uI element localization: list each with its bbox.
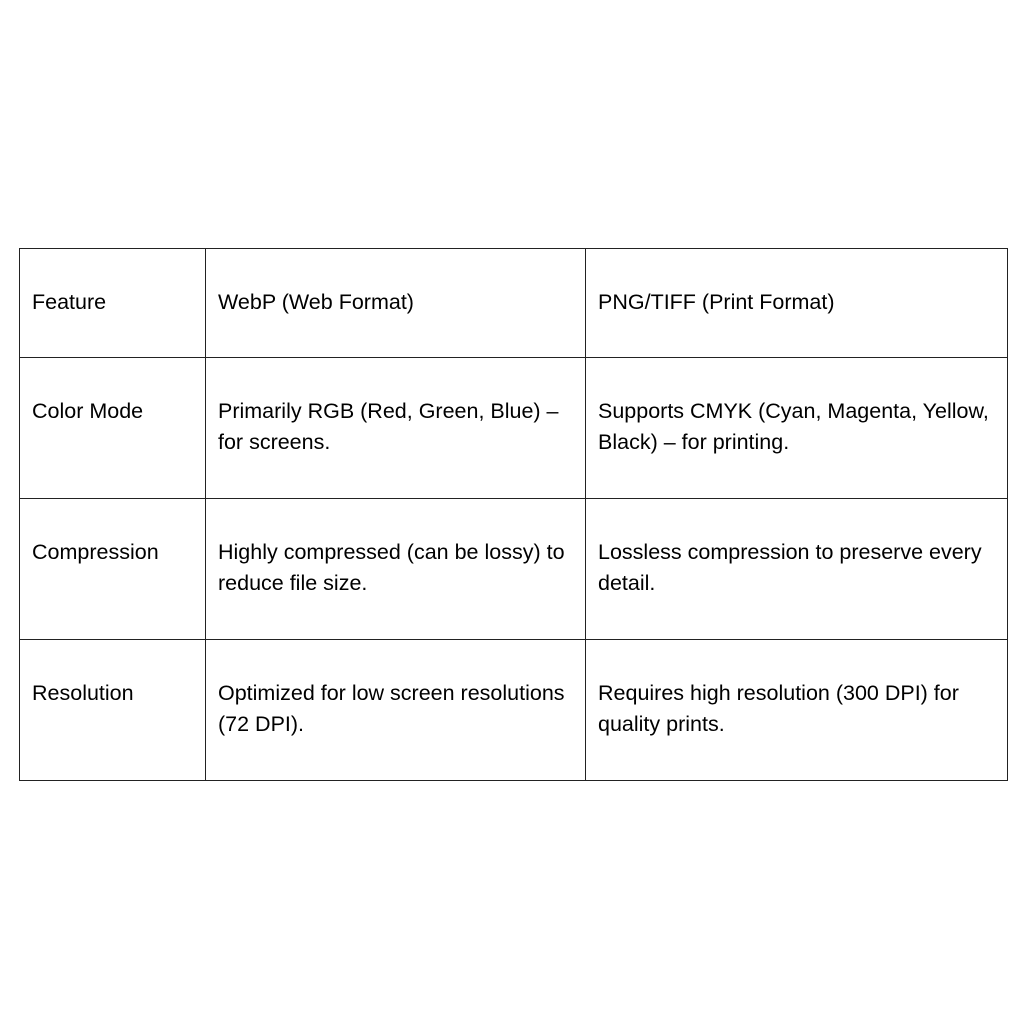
feature-cell: Color Mode	[20, 358, 206, 499]
header-print-format-cell: PNG/TIFF (Print Format)	[586, 249, 1008, 358]
web-format-cell: Highly compressed (can be lossy) to reduce file size.	[206, 499, 586, 640]
web-format-cell: Optimized for low screen resolutions (72 DPI).	[206, 640, 586, 781]
web-format-cell: Primarily RGB (Red, Green, Blue) – for screens.	[206, 358, 586, 499]
print-format-cell: Requires high resolution (300 DPI) for quality prints.	[586, 640, 1008, 781]
comparison-table	[19, 248, 1008, 781]
feature-cell: Resolution	[20, 640, 206, 781]
header-feature-cell: Feature	[20, 249, 206, 358]
header-web-format-cell: WebP (Web Format)	[206, 249, 586, 358]
feature-cell: Compression	[20, 499, 206, 640]
print-format-cell: Supports CMYK (Cyan, Magenta, Yellow, Black) – for printing.	[586, 358, 1008, 499]
table-row-color-mode	[20, 358, 1008, 499]
table-row-resolution	[20, 640, 1008, 781]
print-format-cell: Lossless compression to preserve every detail.	[586, 499, 1008, 640]
table-row-compression	[20, 499, 1008, 640]
comparison-table-wrapper	[19, 248, 1008, 781]
table-header-row	[20, 249, 1008, 358]
